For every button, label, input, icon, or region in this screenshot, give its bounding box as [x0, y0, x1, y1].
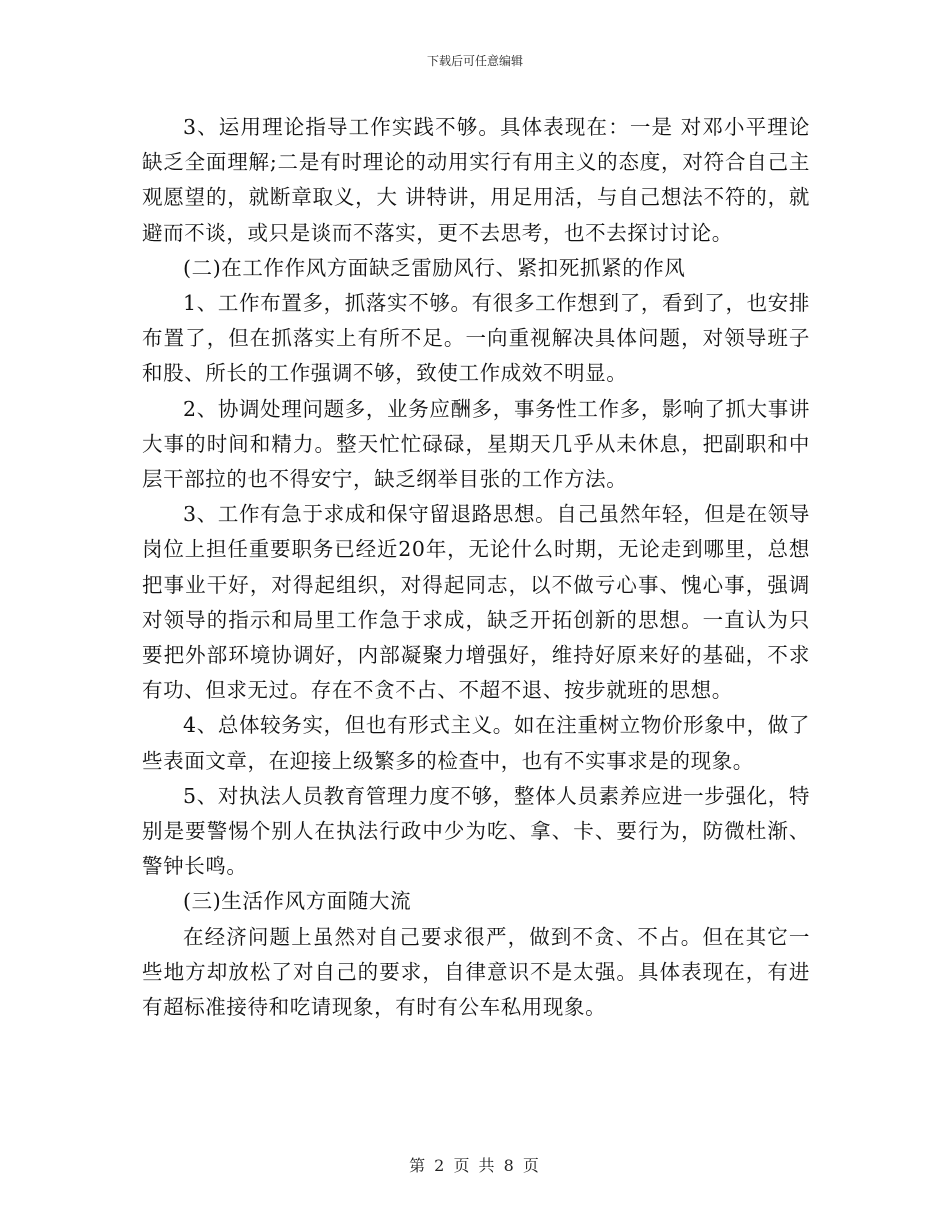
page-number: 第 2 页 共 8 页 [409, 1156, 541, 1175]
paragraph-impatience: 3、工作有急于求成和保守留退路思想。自己虽然年轻，但是在领导岗位上担任重要职务已经近20年，无论什么时期，无论走到哪里，总想把事业干好，对得起组织，对得起同志，以不做亏心事、愧心事，强调对领导的指示和局里工作急于求成，缺乏开拓创新的思想。一直认为只 要把外部环境协调好，内部凝聚力增强好，维持好原来好的基础，不求有功、但求无过。存在不贪不占、不超不退、按步就班的思想。 [142, 502, 810, 703]
page-header: 下载后可任意编辑 [426, 54, 523, 68]
paragraph-theory-practice: 3、运用理论指导工作实践不够。具体表现在：一是 对邓小平理论缺乏全面理解;二是有时理论的动用实行有用主义的态度，对符合自己主观愿望的，就断章取义，大 讲特讲，用足用活，与自己想法不符的，就避而不谈，或只是谈而不落实，更不去思考，也不去探讨讨论。 [142, 115, 810, 245]
paragraph-work-arrangement: 1、工作布置多，抓落实不够。有很多工作想到了，看到了，也安排布置了，但在抓落实上有所不足。一向重视解决具体问题，对领导班子和股、所长的工作强调不够，致使工作成效不明显。 [142, 291, 810, 386]
document-body [142, 110, 810, 1025]
paragraph-formalism: 4、总体较务实，但也有形式主义。如在注重树立物价形象中，做了些表面文章，在迎接上级繁多的检查中，也有不实事求是的现象。 [142, 713, 810, 773]
section-heading-life-style: (三)生活作风方面随大流 [183, 889, 412, 914]
section-heading-work-style: (二)在工作作风方面缺乏雷励风行、紧扣死抓紧的作风 [183, 255, 686, 280]
paragraph-coordination: 2、协调处理问题多，业务应酬多，事务性工作多，影响了抓大事讲大事的时间和精力。整天忙忙碌碌，星期天几乎从未休息，把副职和中层干部拉的也不得安宁，缺乏纲举目张的工作方法。 [142, 396, 810, 492]
paragraph-law-enforcement: 5、对执法人员教育管理力度不够，整体人员素养应进一步强化，特别是要警惕个别人在执法行政中少为吃、拿、卡、要行为，防微杜渐、警钟长鸣。 [142, 783, 810, 879]
paragraph-economic-issues: 在经济问题上虽然对自己要求很严，做到不贪、不占。但在其它一些地方却放松了对自己的要求，自律意识不是太强。具体表现在，有进有超标准接待和吃请现象，有时有公车私用现象。 [142, 924, 810, 1020]
